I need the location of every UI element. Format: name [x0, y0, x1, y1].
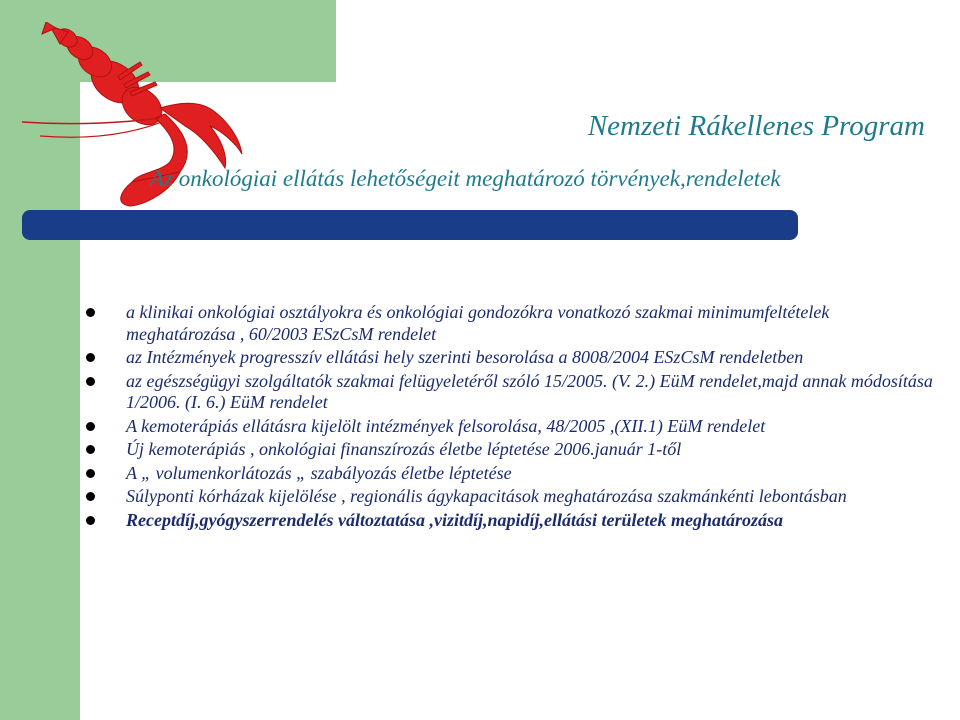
- bullet-dot-icon: [86, 469, 95, 478]
- list-item-text: A „ volumenkorlátozás „ szabályozás életbe léptetése: [126, 462, 512, 483]
- list-item: [82, 371, 942, 414]
- bullet-dot-icon: [86, 422, 95, 431]
- bullet-dot-icon: [86, 377, 95, 386]
- list-item: [82, 463, 942, 485]
- bullet-dot-icon: [86, 445, 95, 454]
- list-item: [82, 510, 942, 532]
- list-item-text: az egészségügyi szolgáltatók szakmai felügyeletéről szóló 15/2005. (V. 2.) EüM rendelet,majd annak módosítása 1/2006. (I. 6.) EüM rendelet: [126, 370, 933, 412]
- list-item: [82, 416, 942, 438]
- list-item-text: Új kemoterápiás , onkológiai finanszírozás életbe léptetése 2006.január 1-től: [126, 439, 682, 459]
- page-title: Nemzeti Rákellenes Program: [587, 110, 925, 142]
- bullet-dot-icon: [86, 492, 95, 501]
- list-item: [82, 486, 942, 508]
- page-subtitle: Az onkológiai ellátás lehetőségeit meghatározó törvények,rendeletek: [150, 166, 781, 191]
- list-item: [82, 439, 942, 461]
- divider-bar: [22, 210, 798, 240]
- bullet-dot-icon: [86, 516, 95, 525]
- list-item: [82, 302, 942, 345]
- bullet-dot-icon: [86, 308, 95, 317]
- list-item: [82, 347, 942, 369]
- list-item-text: Receptdíj,gyógyszerrendelés változtatása ,vizitdíj,napidíj,ellátási területek meghatározása: [126, 509, 783, 530]
- bullet-list: [82, 302, 942, 533]
- list-item-text: Súlyponti kórházak kijelölése , regionális ágykapacitások meghatározása szakmánkénti lebontásban: [126, 486, 847, 506]
- list-item-text: A kemoterápiás ellátásra kijelölt intézmények felsorolása, 48/2005 ,(XII.1) EüM rendelet: [126, 415, 766, 436]
- bullet-dot-icon: [86, 353, 95, 362]
- list-item-text: a klinikai onkológiai osztályokra és onkológiai gondozókra vonatkozó szakmai minimumfeltételek meghatározása , 60/2003 ESzCsM rendelet: [126, 302, 830, 344]
- list-item-text: az Intézmények progresszív ellátási hely szerinti besorolása a 8008/2004 ESzCsM rendeletben: [126, 347, 804, 367]
